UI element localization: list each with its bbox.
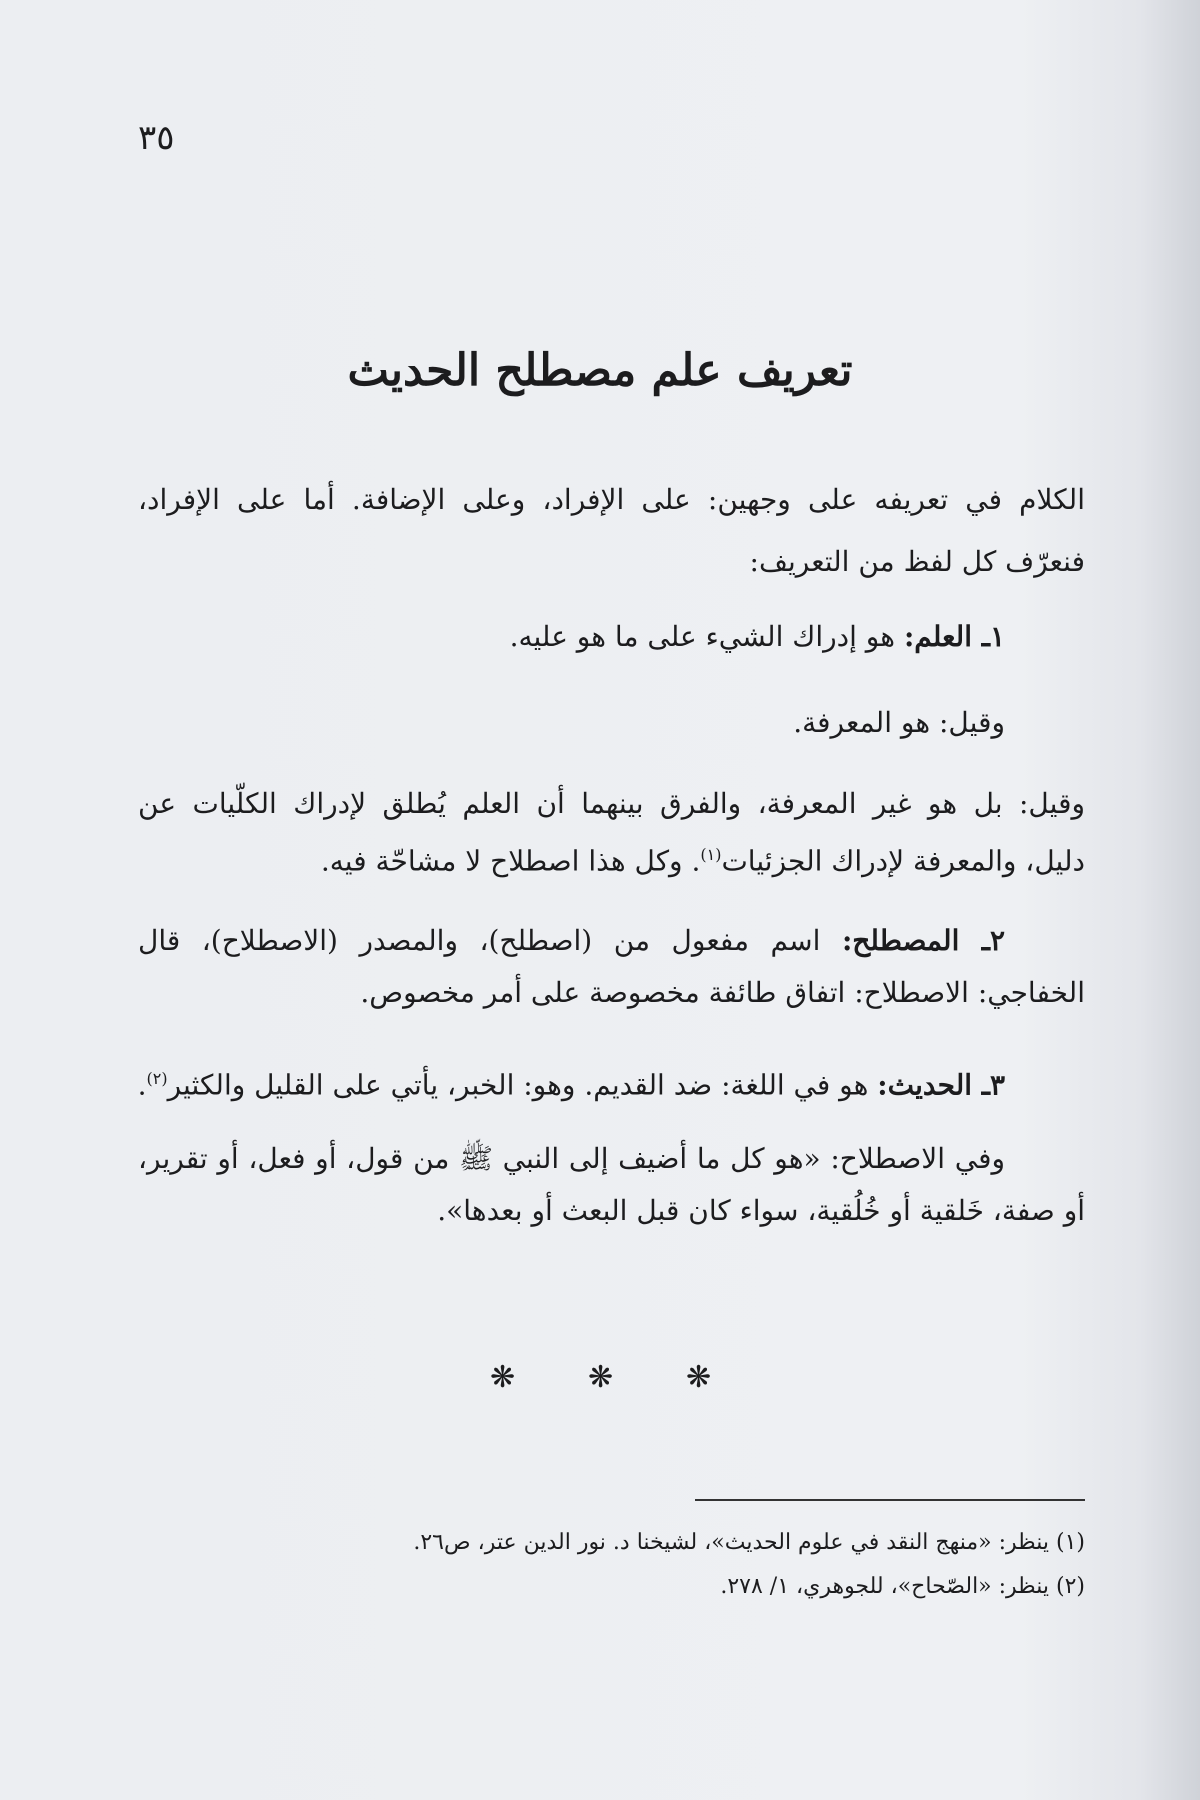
page-number: ٣٥	[138, 118, 175, 158]
footnote: (٢) ينظر: «الصّحاح»، للجوهري، ١/ ٢٧٨.	[720, 1574, 1085, 1599]
separator-star-icon: ❋	[686, 1360, 712, 1395]
text: دليل، والمعرفة لإدراك الجزئيات	[721, 844, 1085, 878]
definition-text: اسم مفعول من (اصطلح)، والمصدر (الاصطلاح)، قال	[138, 924, 842, 957]
page-title: تعريف علم مصطلح الحديث	[347, 345, 853, 396]
footnote-ref[interactable]: (١)	[700, 845, 722, 864]
paragraph-line: الكلام في تعريفه على وجهين: على الإفراد، وعلى الإضافة. أما على الإفراد،	[138, 483, 1085, 516]
text: .	[137, 1068, 147, 1102]
paragraph-line: وقيل: بل هو غير المعرفة، والفرق بينهما أن العلم يُطلق لإدراك الكلّيات عن	[138, 787, 1085, 820]
paragraph-line: أو صفة، خَلقية أو خُلُقية، سواء كان قبل البعث أو بعدها».	[437, 1194, 1085, 1227]
paragraph-line: وقيل: هو المعرفة.	[793, 706, 1005, 739]
definition-line	[138, 921, 1005, 961]
paragraph-line: فنعرّف كل لفظ من التعريف:	[749, 545, 1085, 578]
footnote-ref[interactable]: (٢)	[146, 1069, 168, 1088]
separator-star-icon: ❋	[588, 1360, 614, 1395]
footnote-divider	[695, 1499, 1085, 1501]
term: ٣ـ الحديث:	[877, 1068, 1005, 1102]
paragraph-line: وفي الاصطلاح: «هو كل ما أضيف إلى النبي ﷺ من قول، أو فعل، أو تقرير،	[138, 1142, 1005, 1175]
definition-text: هو في اللغة: ضد القديم. وهو: الخبر، يأتي على القليل والكثير	[167, 1068, 878, 1102]
footnote: (١) ينظر: «منهج النقد في علوم الحديث»، لشيخنا د. نور الدين عتر، ص٢٦.	[413, 1530, 1085, 1555]
paragraph-line: الخفاجي: الاصطلاح: اتفاق طائفة مخصوصة على أمر مخصوص.	[360, 976, 1085, 1009]
definition-line	[138, 1059, 1005, 1105]
term: ٢ـ المصطلح:	[841, 924, 1005, 957]
paragraph-line	[321, 835, 1085, 881]
text: . وكل هذا اصطلاح لا مشاحّة فيه.	[320, 844, 701, 878]
separator-star-icon: ❋	[490, 1360, 516, 1395]
term: ١ـ العلم:	[903, 620, 1005, 653]
definition-text: هو إدراك الشيء على ما هو عليه.	[509, 620, 904, 653]
definition-line	[510, 617, 1005, 657]
